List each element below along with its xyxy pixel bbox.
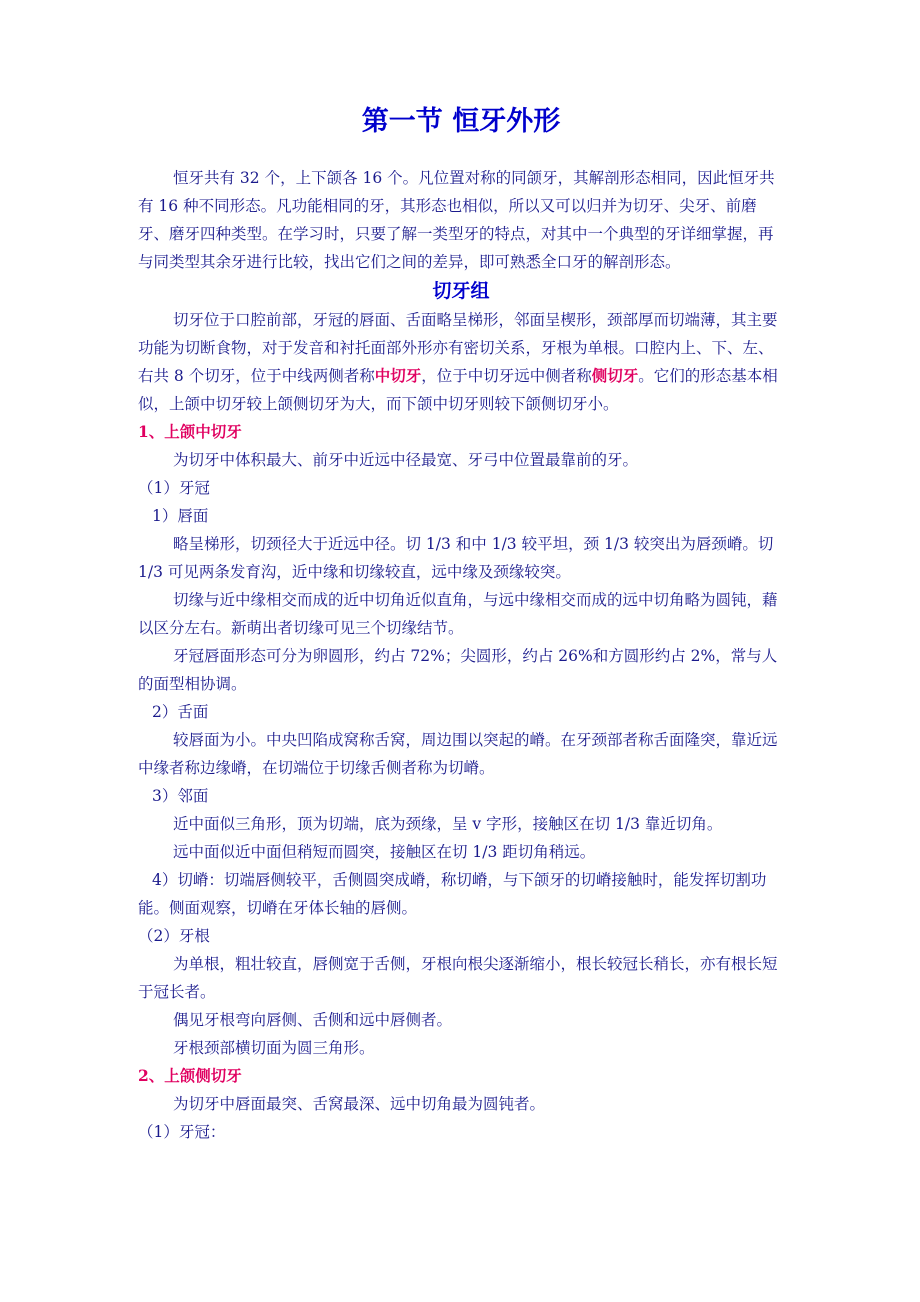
- lingual-heading: 2）舌面: [152, 703, 209, 721]
- incisor-intro-text-2: ，位于中切牙远中侧者称: [421, 367, 592, 385]
- labial-paragraph-1: 略呈梯形，切颈径大于近远中径。切 1/3 和中 1/3 较平坦，颈 1/3 较突出为唇颈嵴。切 1/3 可见两条发育沟，近中缘和切缘较直，远中缘及颈缘较突。: [138, 535, 774, 581]
- labial-paragraph-3: 牙冠唇面形态可分为卵圆形，约占 72%；尖圆形，约占 26%和方圆形约占 2%，常与人的面型相协调。: [138, 647, 778, 693]
- upper-lateral-description: 为切牙中唇面最突、舌窝最深、远中切角最为圆钝者。: [173, 1095, 546, 1113]
- intro-paragraph: 恒牙共有 32 个，上下颌各 16 个。凡位置对称的同颌牙，其解剖形态相同，因此恒牙共有 16 种不同形态。凡功能相同的牙，其形态也相似，所以又可以归并为切牙、尖牙、前磨牙、磨牙四种类型。在学习时，只要了解一类型牙的特点，对其中一个典型的牙详细掌握，再与同类型其余牙进行比较，找出它们之间的差异，即可熟悉全口牙的解剖形态。: [138, 169, 775, 271]
- section-title-incisors: 切牙组: [432, 280, 490, 302]
- page-title: 第一节 恒牙外形: [361, 106, 561, 137]
- proximal-heading: 3）邻面: [152, 787, 209, 805]
- proximal-paragraph-1: 近中面似三角形，顶为切端，底为颈缘，呈 v 字形，接触区在切 1/3 靠近切角。: [173, 815, 723, 833]
- lateral-crown-heading: （1）牙冠：: [138, 1123, 226, 1141]
- subsection-title-upper-lateral: 2、上颌侧切牙: [138, 1066, 242, 1085]
- crown-heading: （1）牙冠: [138, 479, 210, 497]
- upper-central-description: 为切牙中体积最大、前牙中近远中径最宽、牙弓中位置最靠前的牙。: [173, 451, 639, 469]
- root-paragraph-2: 偶见牙根弯向唇侧、舌侧和远中唇侧者。: [173, 1011, 453, 1029]
- root-paragraph-1: 为单根，粗壮较直，唇侧宽于舌侧，牙根向根尖逐渐缩小，根长较冠长稍长，亦有根长短于冠长者。: [138, 955, 778, 1001]
- incisor-intro-text-1: 切牙位于口腔前部，牙冠的唇面、舌面略呈梯形，邻面呈楔形，颈部厚而切端薄，其主要功能为切断食物，对于发音和衬托面部外形亦有密切关系，牙根为单根。口腔内上、下、左、右共 8 个切牙，位于中线两侧者称: [138, 311, 778, 385]
- incisor-group-paragraph: [138, 306, 784, 418]
- incisor-intro-text-3: 。它们的形态基本相似，上颌中切牙较上颌侧切牙为大，而下颌中切牙则较下颌侧切牙小。: [138, 367, 778, 413]
- subsection-title-upper-central: 1、上颌中切牙: [138, 422, 242, 441]
- term-lateral-incisor: 侧切牙: [591, 366, 639, 385]
- root-heading: （2）牙根: [138, 927, 210, 945]
- labial-paragraph-2: 切缘与近中缘相交而成的近中切角近似直角，与远中缘相交而成的远中切角略为圆钝，藉以区分左右。新萌出者切缘可见三个切缘结节。: [138, 591, 778, 637]
- lingual-paragraph: 较唇面为小。中央凹陷成窝称舌窝，周边围以突起的嵴。在牙颈部者称舌面隆突，靠近远中缘者称边缘嵴，在切端位于切缘舌侧者称为切嵴。: [138, 731, 778, 777]
- incisal-ridge-paragraph: 4）切嵴：切端唇侧较平，舌侧圆突成嵴，称切嵴，与下颌牙的切嵴接触时，能发挥切割功能。侧面观察，切嵴在牙体长轴的唇侧。: [138, 871, 767, 917]
- proximal-paragraph-2: 远中面似近中面但稍短而圆突，接触区在切 1/3 距切角稍远。: [173, 843, 596, 861]
- document-page: [138, 100, 784, 1146]
- root-paragraph-3: 牙根颈部横切面为圆三角形。: [173, 1039, 375, 1057]
- labial-heading: 1）唇面: [152, 507, 209, 525]
- term-central-incisor: 中切牙: [374, 366, 422, 385]
